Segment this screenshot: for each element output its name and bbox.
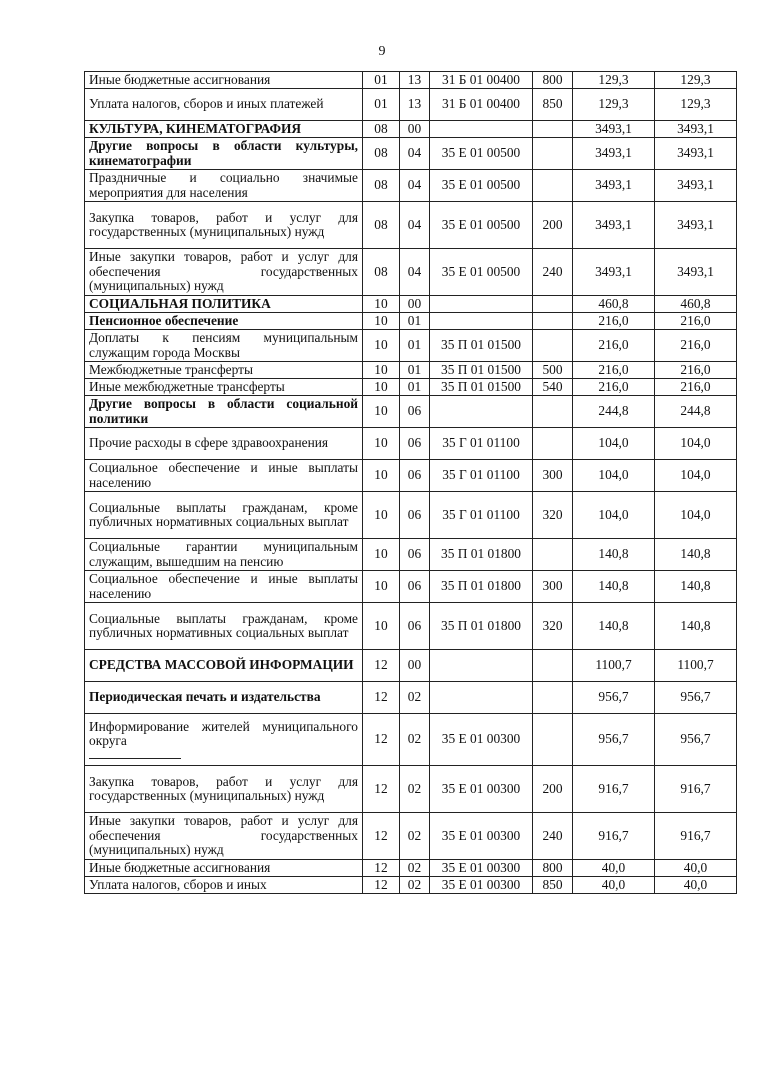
row-section-code: 12: [363, 813, 400, 860]
row-amount-year-2: 956,7: [655, 714, 737, 766]
row-section-code: 10: [363, 460, 400, 492]
row-expense-type: 500: [533, 362, 573, 379]
row-target-article: [430, 296, 533, 313]
row-subsection-code: 01: [400, 330, 430, 362]
row-amount-year-2: 216,0: [655, 362, 737, 379]
row-name: Межбюджетные трансферты: [85, 362, 363, 379]
row-expense-type: [533, 138, 573, 170]
row-section-code: 10: [363, 313, 400, 330]
row-name: Закупка товаров, работ и услуг для государственных (муниципальных) нужд: [85, 766, 363, 813]
row-section-code: 10: [363, 362, 400, 379]
table-row: [85, 138, 737, 170]
table-row: [85, 682, 737, 714]
row-amount-year-1: 244,8: [573, 396, 655, 428]
row-subsection-code: 06: [400, 603, 430, 650]
row-target-article: [430, 396, 533, 428]
row-target-article: 35 Е 01 00300: [430, 860, 533, 877]
row-section-code: 10: [363, 492, 400, 539]
row-subsection-code: 00: [400, 296, 430, 313]
table-row: [85, 379, 737, 396]
budget-table: [84, 71, 737, 894]
table-row: [85, 330, 737, 362]
table-row: [85, 492, 737, 539]
row-section-code: 12: [363, 682, 400, 714]
row-target-article: 35 Г 01 01100: [430, 492, 533, 539]
row-expense-type: 240: [533, 249, 573, 296]
row-target-article: 35 П 01 01800: [430, 539, 533, 571]
row-amount-year-1: 1100,7: [573, 650, 655, 682]
row-section-code: 10: [363, 379, 400, 396]
row-subsection-code: 06: [400, 492, 430, 539]
row-subsection-code: 04: [400, 202, 430, 249]
row-section-code: 08: [363, 138, 400, 170]
row-section-code: 08: [363, 121, 400, 138]
row-target-article: [430, 313, 533, 330]
row-name: Социальные выплаты гражданам, кроме публичных нормативных социальных выплат: [85, 603, 363, 650]
row-target-article: 31 Б 01 00400: [430, 72, 533, 89]
table-row: [85, 860, 737, 877]
table-row: [85, 539, 737, 571]
row-subsection-code: 06: [400, 460, 430, 492]
row-subsection-code: 02: [400, 813, 430, 860]
row-amount-year-2: 140,8: [655, 603, 737, 650]
row-amount-year-2: 104,0: [655, 460, 737, 492]
row-target-article: 35 П 01 01500: [430, 379, 533, 396]
row-amount-year-1: 40,0: [573, 860, 655, 877]
table-row: [85, 428, 737, 460]
row-section-code: 10: [363, 396, 400, 428]
row-subsection-code: 04: [400, 170, 430, 202]
row-target-article: 35 П 01 01800: [430, 603, 533, 650]
row-target-article: 35 Е 01 00500: [430, 170, 533, 202]
row-amount-year-1: 3493,1: [573, 249, 655, 296]
row-expense-type: [533, 313, 573, 330]
table-row: [85, 170, 737, 202]
row-amount-year-1: 216,0: [573, 330, 655, 362]
table-row: [85, 766, 737, 813]
row-amount-year-2: 104,0: [655, 492, 737, 539]
row-name: Социальное обеспечение и иные выплаты населению: [85, 571, 363, 603]
table-row: [85, 249, 737, 296]
table-row: [85, 89, 737, 121]
row-amount-year-1: 129,3: [573, 72, 655, 89]
row-target-article: [430, 650, 533, 682]
row-amount-year-1: 3493,1: [573, 202, 655, 249]
row-expense-type: [533, 170, 573, 202]
row-amount-year-1: 104,0: [573, 492, 655, 539]
row-expense-type: [533, 682, 573, 714]
table-row: [85, 813, 737, 860]
table-row: [85, 603, 737, 650]
row-name: Пенсионное обеспечение: [85, 313, 363, 330]
row-target-article: 35 Е 01 00300: [430, 714, 533, 766]
row-subsection-code: 02: [400, 877, 430, 894]
row-amount-year-2: 140,8: [655, 571, 737, 603]
row-section-code: 08: [363, 249, 400, 296]
row-expense-type: [533, 296, 573, 313]
row-section-code: 12: [363, 860, 400, 877]
row-subsection-code: 02: [400, 714, 430, 766]
row-amount-year-2: 460,8: [655, 296, 737, 313]
row-amount-year-2: 3493,1: [655, 138, 737, 170]
row-amount-year-1: 216,0: [573, 313, 655, 330]
row-name: КУЛЬТУРА, КИНЕМАТОГРАФИЯ: [85, 121, 363, 138]
row-name: Иные межбюджетные трансферты: [85, 379, 363, 396]
row-amount-year-2: 3493,1: [655, 249, 737, 296]
table-body: [85, 72, 737, 894]
table-row: [85, 121, 737, 138]
row-subsection-code: 06: [400, 539, 430, 571]
row-amount-year-2: 3493,1: [655, 202, 737, 249]
row-name: Иные бюджетные ассигнования: [85, 72, 363, 89]
row-target-article: 35 Е 01 00500: [430, 249, 533, 296]
row-amount-year-1: 140,8: [573, 571, 655, 603]
row-amount-year-2: 129,3: [655, 72, 737, 89]
row-amount-year-2: 40,0: [655, 860, 737, 877]
row-target-article: 35 Е 01 00500: [430, 138, 533, 170]
row-name: СРЕДСТВА МАССОВОЙ ИНФОРМАЦИИ: [85, 650, 363, 682]
table-row: [85, 296, 737, 313]
row-name: Уплата налогов, сборов и иных: [85, 877, 363, 894]
row-name: СОЦИАЛЬНАЯ ПОЛИТИКА: [85, 296, 363, 313]
row-subsection-code: 00: [400, 121, 430, 138]
row-name: Социальные гарантии муниципальным служащим, вышедшим на пенсию: [85, 539, 363, 571]
row-expense-type: 800: [533, 860, 573, 877]
row-target-article: 35 П 01 01500: [430, 362, 533, 379]
row-target-article: 35 Г 01 01100: [430, 460, 533, 492]
row-target-article: 35 Е 01 00300: [430, 813, 533, 860]
row-amount-year-2: 1100,7: [655, 650, 737, 682]
row-section-code: 10: [363, 330, 400, 362]
row-amount-year-1: 216,0: [573, 379, 655, 396]
row-amount-year-2: 216,0: [655, 313, 737, 330]
row-section-code: 12: [363, 714, 400, 766]
row-name: Периодическая печать и издательства: [85, 682, 363, 714]
row-amount-year-2: 216,0: [655, 330, 737, 362]
row-amount-year-2: 140,8: [655, 539, 737, 571]
row-subsection-code: 04: [400, 249, 430, 296]
row-amount-year-2: 216,0: [655, 379, 737, 396]
row-subsection-code: 01: [400, 313, 430, 330]
row-target-article: 35 П 01 01500: [430, 330, 533, 362]
row-target-article: 35 Е 01 00300: [430, 877, 533, 894]
underline-mark: [89, 748, 181, 759]
row-amount-year-2: 244,8: [655, 396, 737, 428]
row-amount-year-1: 104,0: [573, 428, 655, 460]
table-row: [85, 396, 737, 428]
row-expense-type: [533, 714, 573, 766]
row-amount-year-1: 916,7: [573, 813, 655, 860]
row-name: Информирование жителей муниципального округа: [85, 714, 363, 766]
table-row: [85, 877, 737, 894]
row-amount-year-1: 216,0: [573, 362, 655, 379]
row-expense-type: [533, 396, 573, 428]
row-section-code: 12: [363, 877, 400, 894]
row-expense-type: 320: [533, 492, 573, 539]
row-amount-year-2: 129,3: [655, 89, 737, 121]
row-name: Доплаты к пенсиям муниципальным служащим города Москвы: [85, 330, 363, 362]
row-amount-year-1: 956,7: [573, 714, 655, 766]
row-expense-type: [533, 121, 573, 138]
table-row: [85, 313, 737, 330]
row-target-article: 35 Е 01 00500: [430, 202, 533, 249]
row-expense-type: 320: [533, 603, 573, 650]
row-expense-type: [533, 428, 573, 460]
row-name: Иные бюджетные ассигнования: [85, 860, 363, 877]
row-subsection-code: 02: [400, 682, 430, 714]
row-subsection-code: 13: [400, 89, 430, 121]
row-subsection-code: 06: [400, 428, 430, 460]
row-name: Закупка товаров, работ и услуг для государственных (муниципальных) нужд: [85, 202, 363, 249]
row-subsection-code: 04: [400, 138, 430, 170]
row-amount-year-1: 40,0: [573, 877, 655, 894]
row-expense-type: [533, 650, 573, 682]
row-subsection-code: 06: [400, 571, 430, 603]
table-row: [85, 571, 737, 603]
row-expense-type: 200: [533, 202, 573, 249]
row-amount-year-1: 3493,1: [573, 121, 655, 138]
row-expense-type: 240: [533, 813, 573, 860]
row-amount-year-1: 956,7: [573, 682, 655, 714]
row-section-code: 10: [363, 296, 400, 313]
row-section-code: 10: [363, 428, 400, 460]
row-subsection-code: 02: [400, 766, 430, 813]
row-expense-type: [533, 330, 573, 362]
row-amount-year-2: 3493,1: [655, 121, 737, 138]
row-name: Прочие расходы в сфере здравоохранения: [85, 428, 363, 460]
row-section-code: 12: [363, 766, 400, 813]
row-name: Другие вопросы в области социальной политики: [85, 396, 363, 428]
row-section-code: 10: [363, 571, 400, 603]
table-row: [85, 362, 737, 379]
row-subsection-code: 01: [400, 362, 430, 379]
row-amount-year-1: 104,0: [573, 460, 655, 492]
table-row: [85, 714, 737, 766]
row-name: Уплата налогов, сборов и иных платежей: [85, 89, 363, 121]
row-target-article: 35 П 01 01800: [430, 571, 533, 603]
row-target-article: [430, 121, 533, 138]
row-expense-type: 300: [533, 571, 573, 603]
row-subsection-code: 13: [400, 72, 430, 89]
table-row: [85, 460, 737, 492]
row-amount-year-2: 956,7: [655, 682, 737, 714]
row-name: Праздничные и социально значимые мероприятия для населения: [85, 170, 363, 202]
row-target-article: [430, 682, 533, 714]
row-amount-year-2: 40,0: [655, 877, 737, 894]
row-section-code: 12: [363, 650, 400, 682]
row-name: Иные закупки товаров, работ и услуг для обеспечения государственных (муниципальных) нужд: [85, 249, 363, 296]
row-amount-year-1: 916,7: [573, 766, 655, 813]
row-target-article: 35 Е 01 00300: [430, 766, 533, 813]
row-section-code: 10: [363, 539, 400, 571]
row-subsection-code: 00: [400, 650, 430, 682]
row-target-article: 35 Г 01 01100: [430, 428, 533, 460]
row-subsection-code: 06: [400, 396, 430, 428]
row-amount-year-2: 3493,1: [655, 170, 737, 202]
row-amount-year-2: 916,7: [655, 766, 737, 813]
row-name: Социальные выплаты гражданам, кроме публичных нормативных социальных выплат: [85, 492, 363, 539]
row-section-code: 01: [363, 89, 400, 121]
row-expense-type: [533, 539, 573, 571]
table-row: [85, 202, 737, 249]
row-subsection-code: 02: [400, 860, 430, 877]
table-row: [85, 650, 737, 682]
row-section-code: 01: [363, 72, 400, 89]
row-expense-type: 850: [533, 89, 573, 121]
row-section-code: 10: [363, 603, 400, 650]
row-expense-type: 850: [533, 877, 573, 894]
row-expense-type: 800: [533, 72, 573, 89]
row-section-code: 08: [363, 170, 400, 202]
row-amount-year-1: 3493,1: [573, 138, 655, 170]
row-section-code: 08: [363, 202, 400, 249]
row-amount-year-2: 104,0: [655, 428, 737, 460]
row-expense-type: 200: [533, 766, 573, 813]
row-subsection-code: 01: [400, 379, 430, 396]
row-amount-year-1: 140,8: [573, 539, 655, 571]
row-amount-year-1: 129,3: [573, 89, 655, 121]
row-amount-year-1: 460,8: [573, 296, 655, 313]
row-expense-type: 300: [533, 460, 573, 492]
row-name: Другие вопросы в области культуры, кинематографии: [85, 138, 363, 170]
page-number: 9: [378, 44, 386, 59]
row-amount-year-1: 3493,1: [573, 170, 655, 202]
table-row: [85, 72, 737, 89]
row-amount-year-1: 140,8: [573, 603, 655, 650]
row-name: Социальное обеспечение и иные выплаты населению: [85, 460, 363, 492]
row-amount-year-2: 916,7: [655, 813, 737, 860]
row-expense-type: 540: [533, 379, 573, 396]
row-target-article: 31 Б 01 00400: [430, 89, 533, 121]
row-name: Иные закупки товаров, работ и услуг для обеспечения государственных (муниципальных) нужд: [85, 813, 363, 860]
